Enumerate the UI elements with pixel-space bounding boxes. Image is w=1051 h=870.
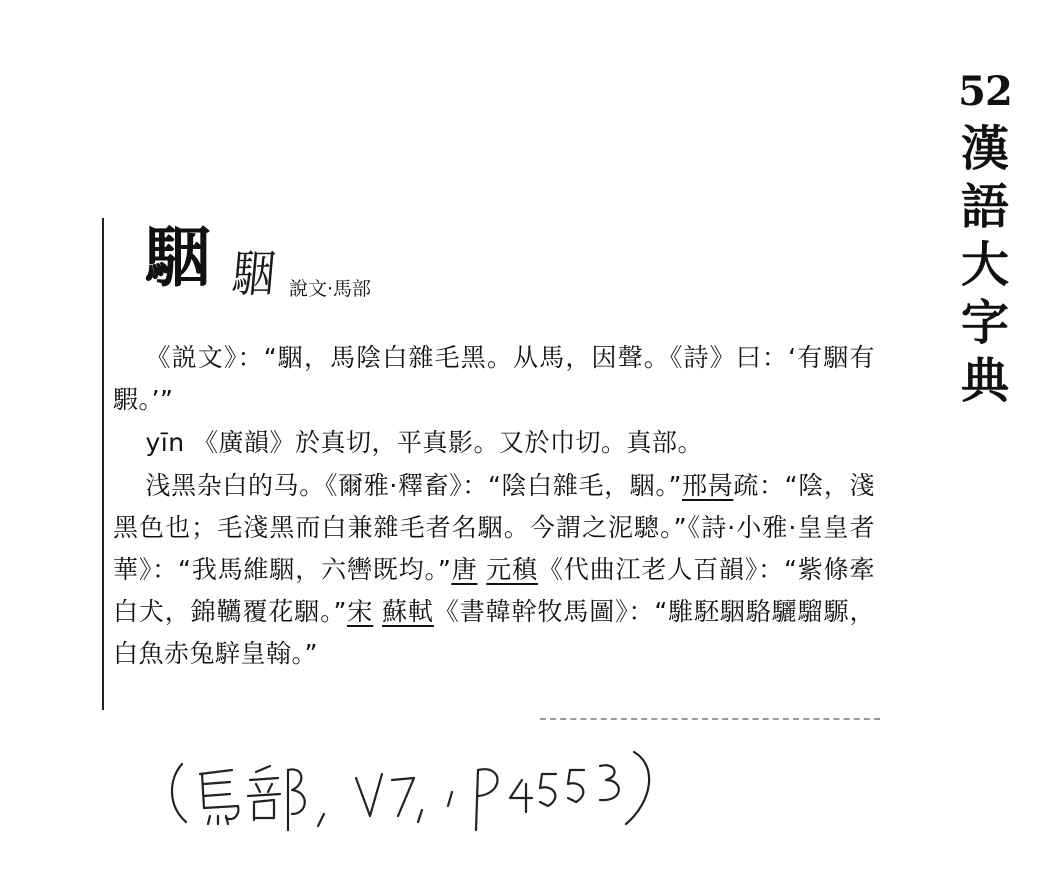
- entry-paragraph: [113, 465, 875, 675]
- entry-text-segment: 浅黑杂白的马。《爾雅·釋畜》：“陰白雜毛，駰。”: [145, 471, 682, 500]
- left-margin-rule: [102, 218, 104, 710]
- seal-script-form: 駰: [230, 245, 278, 303]
- volume-number: 52: [958, 68, 1012, 115]
- entry-paragraph: [113, 422, 875, 464]
- title-char: 大: [960, 237, 1009, 293]
- headword-source: 說文·馬部: [289, 278, 372, 300]
- proper-name: 蘇軾: [382, 597, 434, 626]
- title-char: 漢: [960, 121, 1009, 177]
- proper-name: 元稹: [486, 555, 538, 584]
- entry-text-segment: 《説文》：“駰，馬陰白雜毛黑。从馬，因聲。《詩》曰：‘有駰有騢。’”: [113, 343, 875, 414]
- book-title-vertical: [955, 70, 1015, 410]
- headword: 駰: [145, 219, 211, 296]
- entry-text-segment: [373, 597, 382, 626]
- entry-text-segment: [478, 555, 487, 584]
- entry-paragraph: [113, 337, 875, 421]
- entry-text-segment: 《代曲江老人百韻》：“紫條牽白犬，錦韉覆花駰。”: [113, 555, 875, 626]
- title-char: 字: [960, 295, 1009, 351]
- handwritten-note-strokes: [160, 744, 680, 834]
- scan-artifact-rule: [540, 718, 880, 720]
- entry-text-segment: 《書韓幹牧馬圖》：“騅駓駰駱驪騮騵，白魚赤兔騂皇翰。”: [113, 597, 875, 668]
- book-title-chars: [955, 120, 1015, 410]
- title-char: 語: [960, 179, 1009, 235]
- proper-name: 唐: [451, 555, 478, 584]
- entry-text-segment: yīn 《廣韻》於真切，平真影。又於巾切。真部。: [145, 428, 704, 457]
- title-char: 典: [960, 353, 1009, 409]
- proper-name: 宋: [346, 597, 374, 626]
- proper-name: 邢昺: [681, 471, 734, 500]
- handwritten-note: [160, 744, 680, 834]
- entry-text-segment: 疏：“陰，淺黑色也；毛淺黑而白兼雜毛者名駰。今謂之泥驄。”《詩·小雅·皇皇者華》：“我馬維駰，六轡既均。”: [113, 471, 875, 584]
- entry-body: [113, 337, 875, 675]
